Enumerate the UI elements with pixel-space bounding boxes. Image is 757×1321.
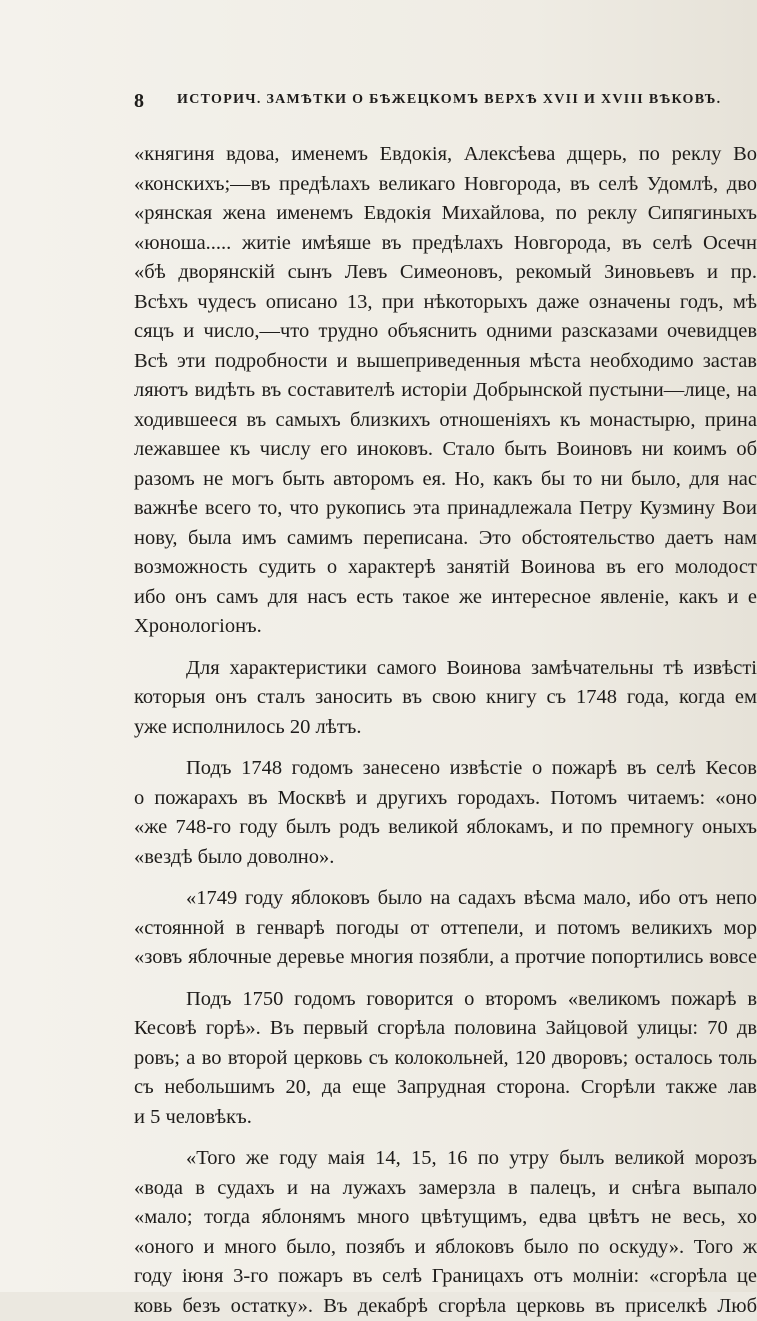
body-text [134,140,757,1321]
text-line: уже исполнилось 20 лѣтъ. [134,713,757,743]
text-line: «Того же году маія 14, 15, 16 по утру былъ великой морозъ [134,1144,757,1174]
text-line: ляютъ видѣть въ составителѣ исторіи Добрынской пустыни—лице, на [134,376,757,406]
text-line: «конскихъ;—въ предѣлахъ великаго Новгорода, въ селѣ Удомлѣ, дво [134,170,757,200]
text-line: «мало; тогда яблонямъ много цвѣтущимъ, едва цвѣтъ не весь, хо [134,1203,757,1233]
text-line: «вездѣ было доволно». [134,843,757,873]
text-line: «княгиня вдова, именемъ Евдокія, Алексѣева дщерь, по реклу Во [134,140,757,170]
text-line: нову, была имъ самимъ переписана. Это обстоятельство даетъ нам [134,524,757,554]
page-number: 8 [134,90,145,113]
text-line: «юноша..... житіе имѣяше въ предѣлахъ Новгорода, въ селѣ Осечн [134,229,757,259]
text-line: году іюня 3-го пожаръ въ селѣ Границахъ отъ молніи: «сгорѣла це [134,1262,757,1292]
text-line: ходившееся въ самыхъ близкихъ отношеніяхъ къ монастырю, прина [134,406,757,436]
text-line: «зовъ яблочные деревье многия позябли, а протчие попортились вовсе [134,943,757,973]
text-line: и 5 человѣкъ. [134,1103,757,1133]
text-line: Подъ 1750 годомъ говорится о второмъ «великомъ пожарѣ в [134,985,757,1015]
text-line: «стоянной в генварѣ погоды от оттепели, и потомъ великихъ мор [134,914,757,944]
text-line: важнѣе всего то, что рукопись эта принадлежала Петру Кузмину Вои [134,494,757,524]
text-line: возможность судить о характерѣ занятій Воинова въ его молодост [134,553,757,583]
text-line: Для характеристики самого Воинова замѣчательны тѣ извѣсті [134,654,757,684]
running-title: ИСТОРИЧ. ЗАМѢТКИ О БѢЖЕЦКОМЪ ВЕРХѢ XVII И XVIII ВѢКОВЪ. [177,92,721,108]
text-line: разомъ не могъ быть авторомъ ея. Но, какъ бы то ни было, для нас [134,465,757,495]
text-line: Хронологіонъ. [134,612,757,642]
text-line: ибо онъ самъ для насъ есть такое же интересное явленіе, какъ и е [134,583,757,613]
text-line: «же 748-го году былъ родъ великой яблокамъ, и по премногу оныхъ [134,813,757,843]
text-line: о пожарахъ въ Москвѣ и другихъ городахъ. Потомъ читаемъ: «оно [134,784,757,814]
text-line: лежавшее къ числу его иноковъ. Стало быть Воиновъ ни коимъ об [134,435,757,465]
text-line: Всѣхъ чудесъ описано 13, при нѣкоторыхъ даже означены годъ, мѣ [134,288,757,318]
text-line: «рянская жена именемъ Евдокія Михайлова, по реклу Сипягиныхъ [134,199,757,229]
text-line: «бѣ дворянскій сынъ Левъ Симеоновъ, рекомый Зиновьевъ и пр. [134,258,757,288]
text-line: ковь безъ остатку». Въ декабрѣ сгорѣла церковь въ приселкѣ Люб [134,1292,757,1321]
text-line: Подъ 1748 годомъ занесено извѣстіе о пожарѣ въ селѣ Кесов [134,754,757,784]
text-line: ровъ; а во второй церковь съ колокольней, 120 дворовъ; осталось толь [134,1044,757,1074]
text-line: которыя онъ сталъ заносить въ свою книгу съ 1748 года, когда ем [134,683,757,713]
text-line: съ небольшимъ 20, да еще Запрудная сторона. Сгорѣли также лав [134,1073,757,1103]
text-line: «1749 году яблоковъ было на садахъ вѣсма мало, ибо отъ непо [134,884,757,914]
text-line: «вода в судахъ и на лужахъ замерзла в палецъ, и снѣга выпало [134,1174,757,1204]
text-line: Всѣ эти подробности и вышеприведенныя мѣста необходимо застав [134,347,757,377]
text-line: Кесовѣ горѣ». Въ первый сгорѣла половина Зайцовой улицы: 70 дв [134,1014,757,1044]
running-header [134,86,757,120]
text-line: сяцъ и число,—что трудно объяснить одними разсказами очевидцев [134,317,757,347]
text-line: «оного и много было, позябъ и яблоковъ было по оскуду». Того ж [134,1233,757,1263]
